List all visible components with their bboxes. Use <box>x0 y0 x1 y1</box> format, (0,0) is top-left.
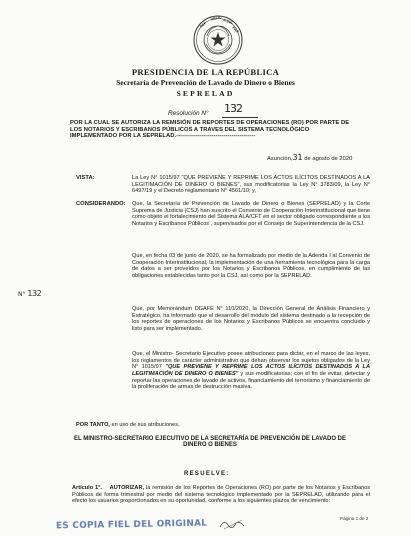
por-tanto-label: POR TANTO, <box>76 422 110 428</box>
secretariat-title: Secretaría de Prevención de Lavado de Dinero o Bienes <box>116 78 295 87</box>
resolution-label: Resolución N° <box>168 110 209 117</box>
vista-text-a: La Ley N° 1015/97 "QUE PREVIENE Y REPRIME LOS ACTOS ILÍCITOS DESTINADOS A LA LEGITIMACIÓN DE DINERO O BIENES" <box>132 175 370 188</box>
page-number: Página 1 de 2 <box>340 516 369 521</box>
acronym-title: SEPRELAD <box>176 89 235 98</box>
por-tanto-line <box>76 422 180 429</box>
vista-text <box>132 175 370 195</box>
considerando-p4-c: y sus modificatorias; con el fin de evitar, detectar y reportar las operaciones de lavado de activos, financiamiento del terrorismo y financiamiento de la proliferación de armas de destrucción masiva. <box>132 370 371 391</box>
considerando-paragraph-2: Que, en fecha 03 de junio de 2020, se ha formalizado por medio de la Adenda I al Convenio de Cooperación Interinstitucional, la implementación de una herramienta tecnológica para la carga de datos a ser proveídos por los Notarios y Escribanos Públicos, en cumplimiento de las obligaciones establecidas tanto por la CSJ, así como por la SEPRELAD. <box>132 253 370 279</box>
resolution-number: 132 <box>224 102 242 115</box>
article-1-label: Artículo 1°. <box>72 485 102 491</box>
presidency-title: PRESIDENCIA DE LA REPÚBLICA <box>131 67 280 77</box>
margin-number: 132 <box>27 289 42 298</box>
article-1-text: la remisión de los Reportes de Operaciones (RO) por parte de los Notarios y Escribanos Públicos de forma trimestral por medio del sistema tecnológico implementado por la SEPRELAD, utilizando para el efecto los usuarios proporcionados en su oportunidad, conforme a los siguientes plazos de vencimiento: <box>72 485 371 505</box>
considerando-paragraph-3: Que, por Memorándum DGAFE N° 110/2020, la Dirección General de Análisis Financiero y Estratégico, ha informado que el desarrollo del módulo del sistema destinado a la recepción de los reportes de operaciones de los Notarios y Escribanos Públicos se encuentra concluido y listo para ser implementado. <box>132 306 370 332</box>
margin-handwritten-number <box>18 289 41 298</box>
considerando-label: CONSIDERANDO: <box>76 201 126 207</box>
considerando-p4-a: Que, el Ministro- Secretario Ejecutivo posee atribuciones para dictar, en el marco de las leyes, los reglamentos de carácter administrativo que deban observar los sujetos obligados de la Ley N° 1015/97 <box>132 351 370 371</box>
svg-text:UBLIC: UBLIC <box>210 15 222 22</box>
minister-heading: EL MINISTRO-SECRETARIO EJECUTIVO DE LA SECRETARÍA DE PREVENCIÓN DE LAVADO DE DINERO O BIENES <box>73 436 347 448</box>
signature-scribble-icon <box>218 517 248 531</box>
copy-stamp: ES COPIA FIEL DEL ORIGINAL <box>55 518 208 532</box>
svg-text:A DEL: A DEL <box>222 18 235 26</box>
considerando-paragraph-4 <box>132 351 370 391</box>
article-1-verb: AUTORIZAR, <box>109 485 145 491</box>
resolution-underline <box>222 117 258 118</box>
margin-prefix: N° <box>18 291 26 298</box>
resolution-intro: POR LA CUAL SE AUTORIZA LA REMISIÓN DE REPORTES DE OPERACIONES (RO) POR PARTE DE LOS NOTARIOS Y ESCRIBANOS PÚBLICOS A TRAVES DEL SISTEMA TECNOLÓGICO IMPLEMENTADO POR LA SEPRELAD.---------------------------------------- <box>70 120 350 140</box>
resolution-line <box>168 102 242 117</box>
por-tanto-text: en uso de sus atribuciones, <box>109 422 180 428</box>
date-prefix: Asunción, <box>267 156 293 162</box>
vista-text-b: , sus modificatorias la Ley N° 3783/09, la Ley N° 6497/19 y el Decreto reglamentario N° 4561/10; y, <box>132 181 370 195</box>
resuelve-heading: RESUELVE: <box>184 471 230 477</box>
date-line <box>267 153 352 162</box>
article-1 <box>72 485 370 505</box>
svg-text:REP: REP <box>199 20 208 29</box>
vista-label: VISTA: <box>76 175 95 181</box>
date-suffix: de agosto de 2020 <box>304 156 353 162</box>
date-day: 31 <box>292 153 303 162</box>
svg-text:PAR: PAR <box>231 25 240 34</box>
national-seal-icon <box>192 14 244 66</box>
considerando-p4-law: "QUE PREVIENE Y REPRIME LOS ACTOS ILÍCITOS DESTINADOS A LA LEGITIMACIÓN DE DINERO O BIENES" <box>132 364 370 377</box>
considerando-paragraph-1: Que, la Secretaría de Prevención de Lavado de Dinero o Bienes (SEPRELAD) y la Corte Suprema de Justicia (CSJ) han suscrito el Convenio de Cooperación Interinstitucional que tiene como objeto el fortalecimiento del Sistema ALA/CFT en el sector obligado correspondiente a los Notarios y Escribanos Públicos , supervisados por el Consejo de Superintendencia de la CSJ. <box>132 201 370 227</box>
